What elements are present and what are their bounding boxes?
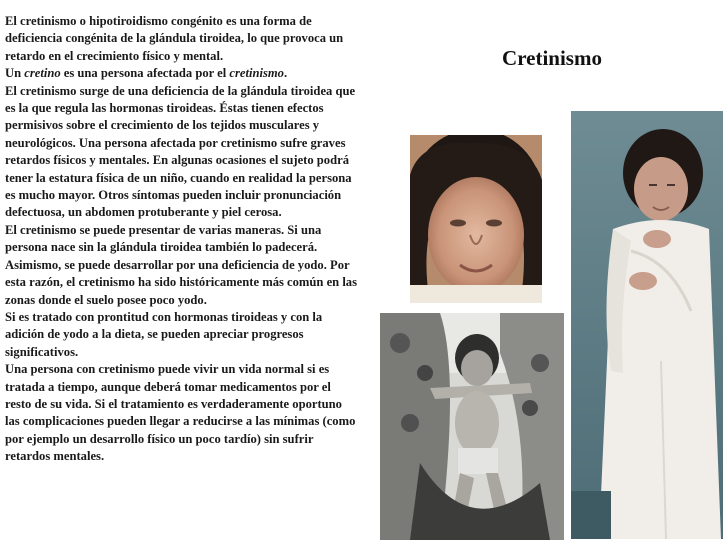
child-held-by-adult-photo [380,313,564,540]
paragraph-forms: El cretinismo se puede presentar de varias maneras. Si una persona nace sin la glándula tiroidea también lo padecerá. Asimismo, se puede desarrollar por una deficiencia de yodo. Por esta razón, el cretinismo ha sido históricamente más común en las zonas donde el suelo posee poco yodo. [5,222,358,307]
paragraph-treatment: Si es tratado con prontitud con hormonas tiroideas y con la adición de yodo a la dieta, se pueden apreciar progresos significativos. [5,309,323,359]
article-body [5,13,357,466]
cretino-text-b: es una persona afectada por el [60,66,230,81]
woman-face-portrait-photo [410,135,542,303]
paragraph-definition: El cretinismo o hipotiroidismo congénito es una forma de deficiencia congénita de la glándula tiroidea, lo que provoca un retardo en el crecimiento físico y mental. [5,14,344,63]
standing-woman-white-gown-photo [571,111,723,539]
cretino-text-c: . [283,66,288,81]
cretino-text-a: Un [5,66,25,81]
cretinismo-term: cretinismo [229,66,284,81]
paragraph-causes: El cretinismo surge de una deficiencia de la glándula tiroidea que es la que regula las hormonas tiroideas. Éstas tienen efectos permisivos sobre el crecimiento de los tejidos musculares y neurológicos. Una persona afectada por cretinismo sufre graves retardos físicos y mentales. En algunas ocasiones el sujeto podrá tener la estatura física de un niño, cuando en realidad la persona es mucho mayor. Otros síntomas pueden incluir pronunciación defectuosa, un abdomen protuberante y piel cerosa. [5,83,356,220]
paragraph-cretino [5,65,357,82]
paragraph-prognosis: Una persona con cretinismo puede vivir un vida normal si es tratada a tiempo, aunque deberá tomar medicamentos por el resto de su vida. Si el tratamiento es verdaderamente oportuno las complicaciones pueden llegar a reducirse a las mínimas (como por ejemplo un desarrollo físico un poco tardío) sin sufrir retardos mentales. [5,362,356,464]
cretino-term: cretino [24,66,61,81]
page-title: Cretinismo [502,46,602,70]
